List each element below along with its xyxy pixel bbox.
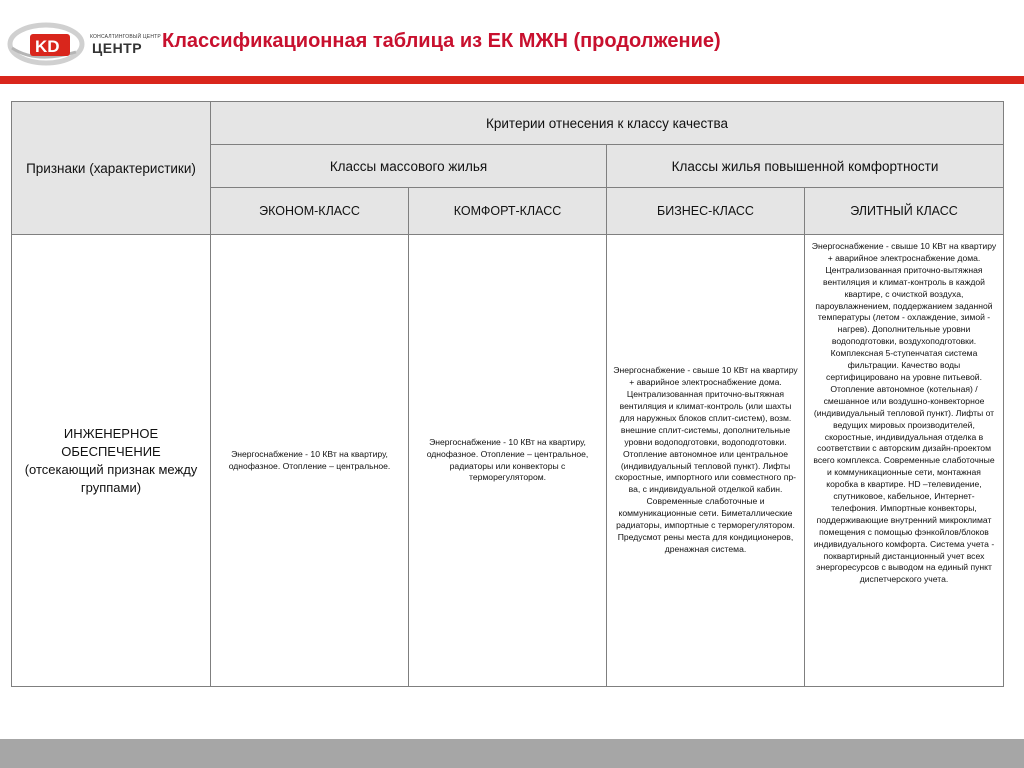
classification-table <box>11 101 1003 687</box>
row-label-engineering: ИНЖЕНЕРНОЕ ОБЕСПЕЧЕНИЕ (отсекающий признак между группами) <box>12 235 211 687</box>
cell-elite: Энергоснабжение - свыше 10 КВт на квартиру + аварийное электроснабжение дома. Централизованная приточно-вытяжная вентиляция и климат-контроль в каждой квартире, с очисткой воздуха, пароувлажнением, поддержанием заданной температуры (летом - охлаждение, зимой - нагрев). Дополнительные уровни водоподготовки, воздухоподготовки. Комплексная 5-ступенчатая система фильтрации. Качество воды сертифицировано на уровне питьевой. Отопление автономное (котельная) /смешанное или воздушно-конвекторное (индивидуальный тепловой пункт). Лифты от ведущих мировых производителей, скоростные, индивидуальная отделка в соответствии с авторским дизайн-проектом всего комплекса. Современные слаботочные и коммуникационные сети, монтажная коробка в квартире. HD –телевидение, спутниковое, кабельное, Интернет-телефония. Импортные конвекторы, поддерживающие внутренний микроклимат помещения с помощью фэнкойлов/блоков индивидуального комфорта. Система учета - поквартирный дистанционный учет всех энергоресурсов с выводом на единый пункт диспетчерского учета. <box>805 235 1004 687</box>
class-header-business: БИЗНЕС-КЛАСС <box>607 188 805 235</box>
feature-header: Признаки (характеристики) <box>26 160 196 176</box>
header <box>0 0 1024 76</box>
class-header-comfort: КОМФОРТ-КЛАСС <box>409 188 607 235</box>
criteria-header: Критерии отнесения к классу качества <box>211 102 1004 145</box>
logo-text: ЦЕНТР <box>92 40 143 56</box>
svg-text:KD: KD <box>35 37 60 56</box>
header-divider <box>0 76 1024 84</box>
logo-subtitle: КОНСАЛТИНГОВЫЙ ЦЕНТР <box>90 34 161 40</box>
class-header-econom: ЭКОНОМ-КЛАСС <box>211 188 409 235</box>
page-title: Классификационная таблица из ЕК МЖН (продолжение) <box>162 30 721 52</box>
feature-header-cell <box>12 102 211 235</box>
class-header-elite: ЭЛИТНЫЙ КЛАСС <box>805 188 1004 235</box>
kd-logo-icon <box>6 22 161 66</box>
cell-business: Энергоснабжение - свыше 10 КВт на квартиру + аварийное электроснабжение дома. Централизованная приточно-вытяжная вентиляция и климат-контроль (или шахты для наружных блоков сплит-систем), возм. внешние сплит-системы, дополнительные уровни водоподготовки, водоподготовки. Отопление автономное или центральное (индивидуальный тепловой пункт). Лифты скоростные, импортного или совместного пр-ва, с индивидуальной отделкой кабин. Современные слаботочные и коммуникационные сети. Биметаллические радиаторы, импортные с терморегулятором. Предусмот рены места для кондиционеров, дренажная система. <box>607 235 805 687</box>
group-comfort-header: Классы жилья повышенной комфортности <box>607 145 1004 188</box>
group-mass-header: Классы массового жилья <box>211 145 607 188</box>
cell-comfort: Энергоснабжение - 10 КВт на квартиру, однофазное. Отопление – центральное, радиаторы или конвекторы с терморегулятором. <box>409 235 607 687</box>
footer-bar <box>0 739 1024 768</box>
cell-econom: Энергоснабжение - 10 КВт на квартиру, однофазное. Отопление – центральное. <box>211 235 409 687</box>
